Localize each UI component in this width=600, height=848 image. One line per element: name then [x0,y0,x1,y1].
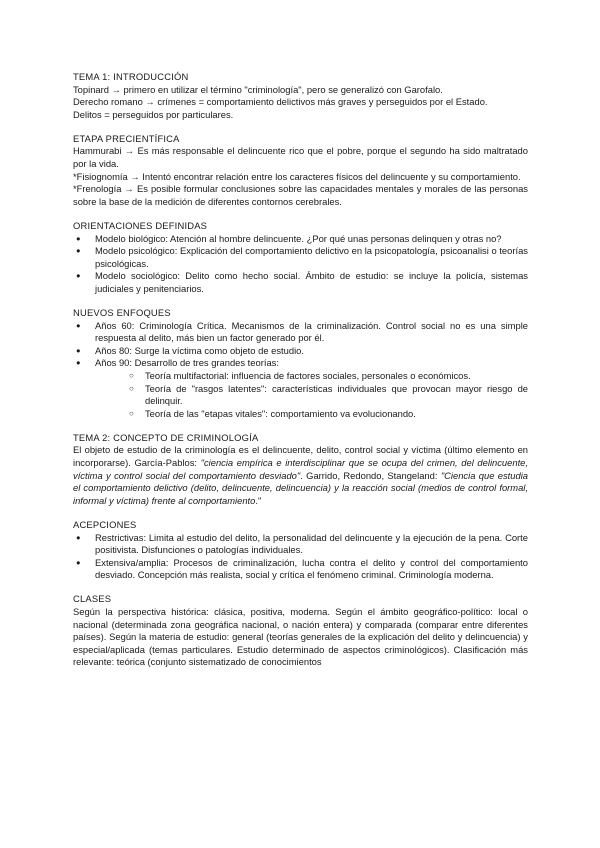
section-heading-tema1: TEMA 1: INTRODUCCIÓN [73,71,189,82]
sub-list-item: ○ Teoría de "rasgos latentes": características individuales que provocan mayor riesgo de delinquir. [73,383,528,408]
list-item: ● Restrictivas: Limita al estudio del delito, la personalidad del delincuente y la ejecución de la pena. Corte positivista. Disfunciones o patologías individuales. [73,532,528,557]
tema1-line: Delitos = perseguidos por particulares. [73,108,234,120]
tema2-paragraph [73,444,528,507]
section-heading-etapa: ETAPA PRECIENTÍFICA [73,132,180,144]
document-page [73,71,528,669]
tema1-line: Topinard → primero en utilizar el término "criminología", pero se generalizó con Garofalo. [73,83,443,95]
etapa-paragraph: Hammurabi → Es más responsable el delincuente rico que el pobre, porque el segundo ha sido maltratado por la vida. [73,145,528,170]
list-item: ● Modelo sociológico: Delito como hecho social. Ámbito de estudio: se incluye la policía, sistemas judiciales y penitenciarios. [73,270,528,295]
section-heading-orientaciones: ORIENTACIONES DEFINIDAS [73,219,208,231]
section-heading-nuevos: NUEVOS ENFOQUES [73,307,171,318]
list-item: ● Extensiva/amplia: Procesos de criminalización, lucha contra el delito y control del comportamiento desviado. Concepción más realista, social y crítica el fenómeno criminal. Criminología moderna. [73,557,528,582]
list-item: ● Modelo biológico: Atención al hombre delincuente. ¿Por qué unas personas delinquen y otras no? [73,233,528,246]
section-heading-tema2: TEMA 2: CONCEPTO DE CRIMINOLOGÍA [73,431,259,443]
tema2-text-end: ." [255,494,262,506]
orientaciones-list [73,233,528,296]
acepciones-list [73,532,528,582]
sub-list-item: ○ Teoría de las "etapas vitales": comportamiento va evolucionando. [73,408,528,421]
definition-quote-garcia-pablos: "ciencia empírica e interdisciplinar que se ocupa del crimen, del delincuente, víctima y control social del comportamiento desviado" [73,457,528,481]
section-heading-acepciones: ACEPCIONES [73,518,137,530]
tema2-text-mid: . Garrido, Redondo, Stangeland: [300,469,441,481]
sub-list-item: ○ Teoría multifactorial: influencia de factores sociales, personales o económicos. [73,370,528,383]
tema1-line: Derecho romano → crímenes = comportamiento delictivos más graves y perseguidos por el Estado. [73,96,488,108]
list-item: ● Modelo psicológico: Explicación del comportamiento delictivo en la psicopatología, psicoanalisi o teorías psicológicas. [73,245,528,270]
etapa-paragraph: *Frenología → Es posible formular conclusiones sobre las capacidades mentales y morales de las personas sobre la base de la medición de diferentes contornos cerebrales. [73,183,528,207]
etapa-paragraph: *Fisiognomía → Intentó encontrar relación entre los caracteres físicos del delincuente y su comportamiento. [73,170,521,182]
list-item: ● Años 80: Surge la víctima como objeto de estudio. [73,345,528,358]
definition-quote-garrido: "Ciencia que estudia el comportamiento delictivo (delito, delincuente, delincuencia) y la reacción social (medios de control formal, informal y víctima) frente al comportamiento [73,469,529,506]
list-item: ● Años 90: Desarrollo de tres grandes teorías: [73,357,528,370]
nuevos-list [73,320,528,421]
section-heading-clases: CLASES [73,593,112,605]
list-item: ● Años 60: Criminología Crítica. Mecanismos de la criminalización. Control social no es una simple respuesta al delito, más bien un factor generado por él. [73,320,528,345]
clases-paragraph: Según la perspectiva histórica: clásica, positiva, moderna. Según el ámbito geográfico-político: local o nacional (determinada zona geográfica nacional, o nación entera) y comparada (comparar entre diferentes países). Según la materia de estudio: general (teorías generales de la explicación del delito y delincuencia) y especial/aplicada (temas particulares. Estudio determinado de aspectos criminológicos). Clasificación más relevante: teórica (conjunto sistematizado de conocimientos [73,605,528,668]
tema2-text-start: El objeto de estudio de la criminología es el delincuente, delito, control social y víctima (último elemento en incorporarse). García-Pablos: [73,444,528,469]
